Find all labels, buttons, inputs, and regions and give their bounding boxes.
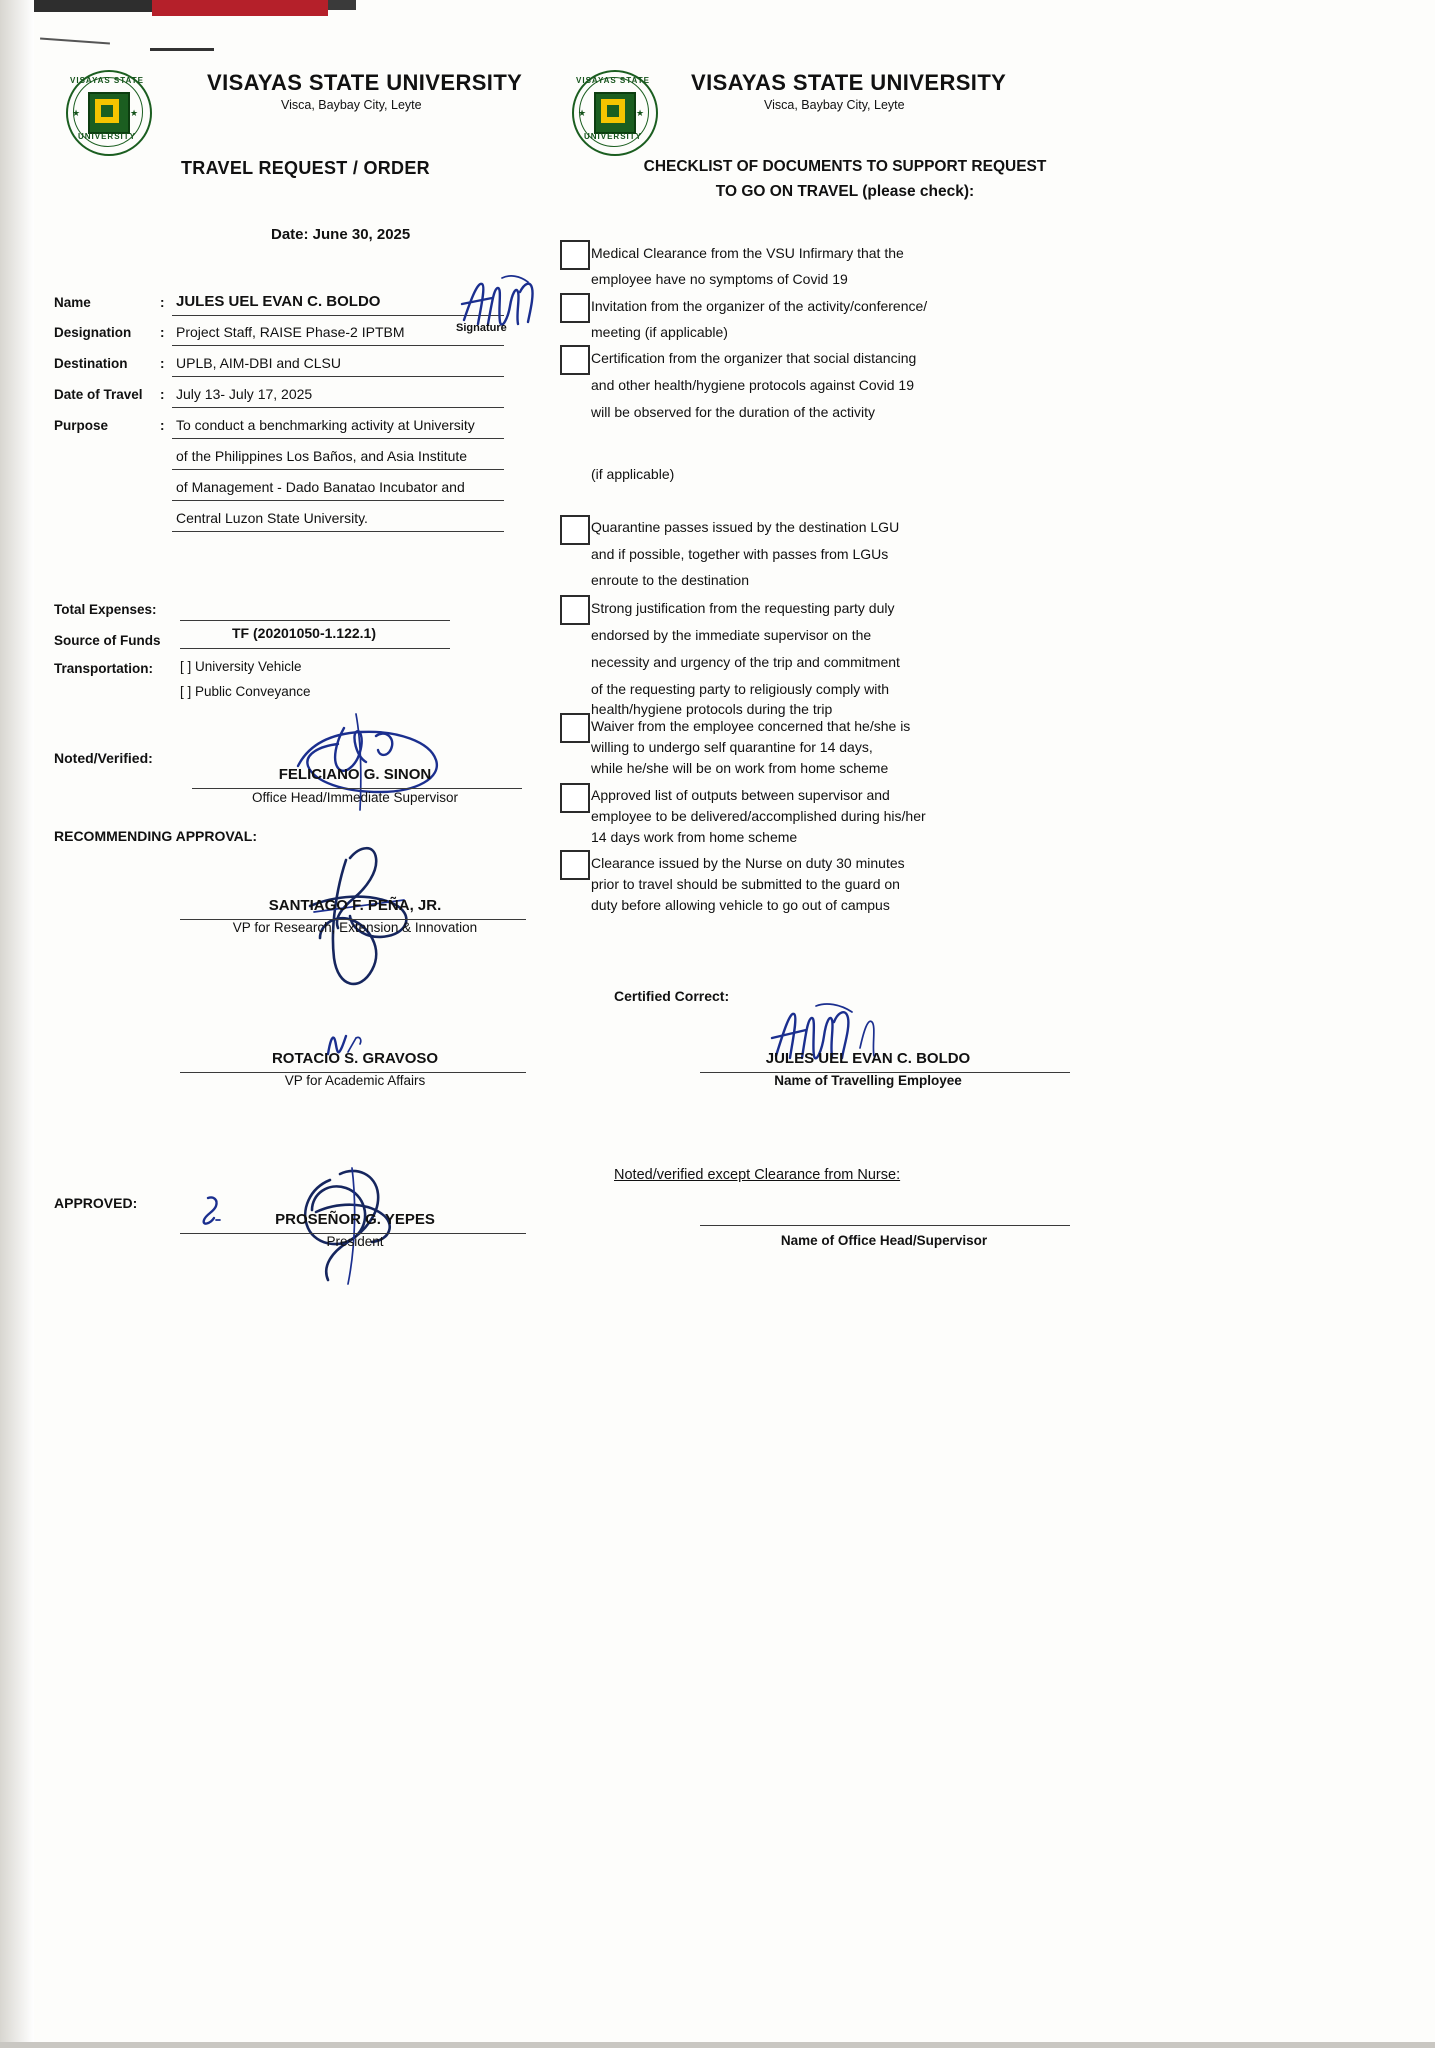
- field-rule-purpose: [172, 438, 504, 439]
- field-colon-purpose: :: [160, 418, 165, 433]
- noted-verified-label: Noted/Verified:: [54, 750, 153, 766]
- checklist-text-4-line-3: enroute to the destination: [591, 572, 750, 588]
- checklist-text-6-line-3: while he/she will be on work from home scheme: [591, 760, 889, 776]
- purpose-line-2: of the Philippines Los Baños, and Asia Institute: [176, 448, 468, 464]
- checklist-text-3-line-5: (if applicable): [591, 466, 675, 482]
- checklist-text-8-line-2: prior to travel should be submitted to the guard on: [591, 876, 900, 892]
- recommending-approval-label: RECOMMENDING APPROVAL:: [54, 828, 257, 844]
- checklist-text-4-line-2: and if possible, together with passes from LGUs: [591, 546, 889, 562]
- checklist-text-1-line-1: Medical Clearance from the VSU Infirmary that the: [591, 245, 904, 261]
- checklist-checkbox-5[interactable]: [560, 595, 590, 625]
- checklist-checkbox-7[interactable]: [560, 783, 590, 813]
- field-colon-destination: :: [160, 356, 165, 371]
- field-rule-name: [172, 315, 504, 316]
- field-value-designation: Project Staff, RAISE Phase-2 IPTBM: [176, 324, 405, 340]
- field-label-date-of-travel: Date of Travel: [54, 387, 143, 402]
- university-name-right: VISAYAS STATE UNIVERSITY: [691, 70, 1007, 95]
- checklist-text-7-line-3: 14 days work from home scheme: [591, 829, 798, 845]
- seal-top-text-right: VISAYAS STATE: [576, 76, 650, 85]
- date-line: Date: June 30, 2025: [271, 226, 411, 243]
- checklist-text-7-line-1: Approved list of outputs between supervisor and: [591, 787, 890, 803]
- travel-request-title: TRAVEL REQUEST / ORDER: [181, 158, 430, 178]
- field-rule-date-of-travel: [172, 407, 504, 408]
- scan-top-red-artifact: [152, 0, 328, 16]
- noted-except-label: Noted/verified except Clearance from Nurse:: [614, 1167, 901, 1183]
- field-value-purpose: To conduct a benchmarking activity at University: [176, 417, 475, 433]
- checklist-text-3-line-3: will be observed for the duration of the activity: [591, 404, 876, 420]
- signatory-role-gravoso: VP for Academic Affairs: [284, 1073, 426, 1088]
- field-label-destination: Destination: [54, 356, 128, 371]
- field-rule-destination: [172, 376, 504, 377]
- seal-bottom-text: UNIVERSITY: [77, 132, 136, 141]
- scan-edge-artifact: [0, 0, 34, 2048]
- checklist-checkbox-4[interactable]: [560, 515, 590, 545]
- checklist-text-2-line-1: Invitation from the organizer of the activity/conference/: [591, 298, 928, 314]
- signatory-name-gravoso: ROTACIO S. GRAVOSO: [271, 1050, 439, 1067]
- purpose-line-4: Central Luzon State University.: [176, 510, 368, 526]
- checklist-text-5-line-5: health/hygiene protocols during the trip: [591, 701, 833, 717]
- checklist-checkbox-8[interactable]: [560, 850, 590, 880]
- transportation-option-public-conveyance[interactable]: [ ] Public Conveyance: [180, 684, 311, 699]
- checklist-text-7-line-2: employee to be delivered/accomplished during his/her: [591, 808, 926, 824]
- checklist-checkbox-2[interactable]: [560, 293, 590, 323]
- certified-correct-label: Certified Correct:: [614, 988, 730, 1004]
- field-value-name: JULES UEL EVAN C. BOLDO: [176, 293, 381, 310]
- office-head-role: Name of Office Head/Supervisor: [780, 1233, 988, 1248]
- purpose-rule-3: [172, 500, 504, 501]
- scan-top-artifact-2: [328, 0, 356, 10]
- signatory-rule-sinon: [192, 788, 522, 789]
- signatory-name-sinon: FELICIANO G. SINON: [278, 766, 432, 783]
- university-seal-left: VISAYAS STATE UNIVERSITY ★ ★: [66, 70, 152, 156]
- traveller-role: Name of Travelling Employee: [774, 1073, 962, 1088]
- source-of-funds-rule: [180, 648, 450, 649]
- checklist-text-3-line-1: Certification from the organizer that social distancing: [591, 350, 917, 366]
- checklist-title-line2: TO GO ON TRAVEL (please check):: [715, 183, 975, 200]
- purpose-rule-2: [172, 469, 504, 470]
- university-address-left: Visca, Baybay City, Leyte: [281, 98, 422, 112]
- transportation-label: Transportation:: [54, 661, 154, 676]
- field-label-name: Name: [54, 295, 91, 310]
- university-seal-right: VISAYAS STATE UNIVERSITY ★ ★: [572, 70, 658, 156]
- field-rule-designation: [172, 345, 504, 346]
- signatory-role-yepes: President: [326, 1234, 384, 1249]
- checklist-text-5-line-1: Strong justification from the requesting party duly: [591, 600, 895, 616]
- field-label-purpose: Purpose: [54, 418, 109, 433]
- field-colon-designation: :: [160, 325, 165, 340]
- seal-top-text: VISAYAS STATE: [70, 76, 144, 85]
- approved-label: APPROVED:: [54, 1195, 138, 1211]
- checklist-checkbox-1[interactable]: [560, 240, 590, 270]
- source-of-funds-value: TF (20201050-1.122.1): [232, 625, 376, 641]
- field-colon-name: :: [160, 295, 165, 310]
- office-head-rule: [700, 1225, 1070, 1226]
- signature-label: Signature: [456, 322, 507, 334]
- signatory-name-pena: SANTIAGO F. PEÑA, JR.: [268, 897, 442, 914]
- signatory-role-pena: VP for Research, Extension & Innovation: [232, 920, 478, 935]
- university-address-right: Visca, Baybay City, Leyte: [764, 98, 905, 112]
- checklist-text-8-line-3: duty before allowing vehicle to go out of campus: [591, 897, 890, 913]
- scan-top-artifact: [34, 0, 152, 12]
- university-name-left: VISAYAS STATE UNIVERSITY: [207, 70, 523, 95]
- checklist-checkbox-3[interactable]: [560, 345, 590, 375]
- checklist-text-5-line-4: of the requesting party to religiously comply with: [591, 681, 890, 697]
- checklist-text-2-line-2: meeting (if applicable): [591, 324, 728, 340]
- checklist-text-8-line-1: Clearance issued by the Nurse on duty 30 minutes: [591, 855, 905, 871]
- field-colon-date-of-travel: :: [160, 387, 165, 402]
- checklist-text-6-line-2: willing to undergo self quarantine for 14 days,: [591, 739, 873, 755]
- total-expenses-rule: [180, 620, 450, 621]
- scan-mark-2: [150, 48, 214, 51]
- transportation-option-university-vehicle[interactable]: [ ] University Vehicle: [180, 659, 302, 674]
- purpose-rule-4: [172, 531, 504, 532]
- field-label-designation: Designation: [54, 325, 132, 340]
- scan-bottom-artifact: [0, 2042, 1435, 2048]
- checklist-text-4-line-1: Quarantine passes issued by the destination LGU: [591, 519, 900, 535]
- checklist-text-6-line-1: Waiver from the employee concerned that he/she is: [591, 718, 911, 734]
- checklist-text-5-line-2: endorsed by the immediate supervisor on the: [591, 627, 872, 643]
- total-expenses-label: Total Expenses:: [54, 602, 157, 617]
- checklist-text-1-line-2: employee have no symptoms of Covid 19: [591, 271, 848, 287]
- source-of-funds-label: Source of Funds: [54, 633, 161, 648]
- signatory-role-sinon: Office Head/Immediate Supervisor: [251, 790, 459, 805]
- seal-bottom-text-right: UNIVERSITY: [583, 132, 642, 141]
- field-value-date-of-travel: July 13- July 17, 2025: [176, 386, 313, 402]
- checklist-title-line1: CHECKLIST OF DOCUMENTS TO SUPPORT REQUEST: [643, 158, 1047, 175]
- checklist-text-5-line-3: necessity and urgency of the trip and commitment: [591, 654, 900, 670]
- signatory-name-yepes: PROSEÑOR G. YEPES: [275, 1211, 435, 1228]
- traveller-name: JULES UEL EVAN C. BOLDO: [765, 1050, 971, 1067]
- field-value-destination: UPLB, AIM-DBI and CLSU: [176, 355, 341, 371]
- scan-mark: [40, 38, 110, 45]
- initial-mark-approved: [196, 1192, 232, 1228]
- checklist-text-3-line-2: and other health/hygiene protocols against Covid 19: [591, 377, 914, 393]
- purpose-line-3: of Management - Dado Banatao Incubator and: [176, 479, 465, 495]
- checklist-checkbox-6[interactable]: [560, 713, 590, 743]
